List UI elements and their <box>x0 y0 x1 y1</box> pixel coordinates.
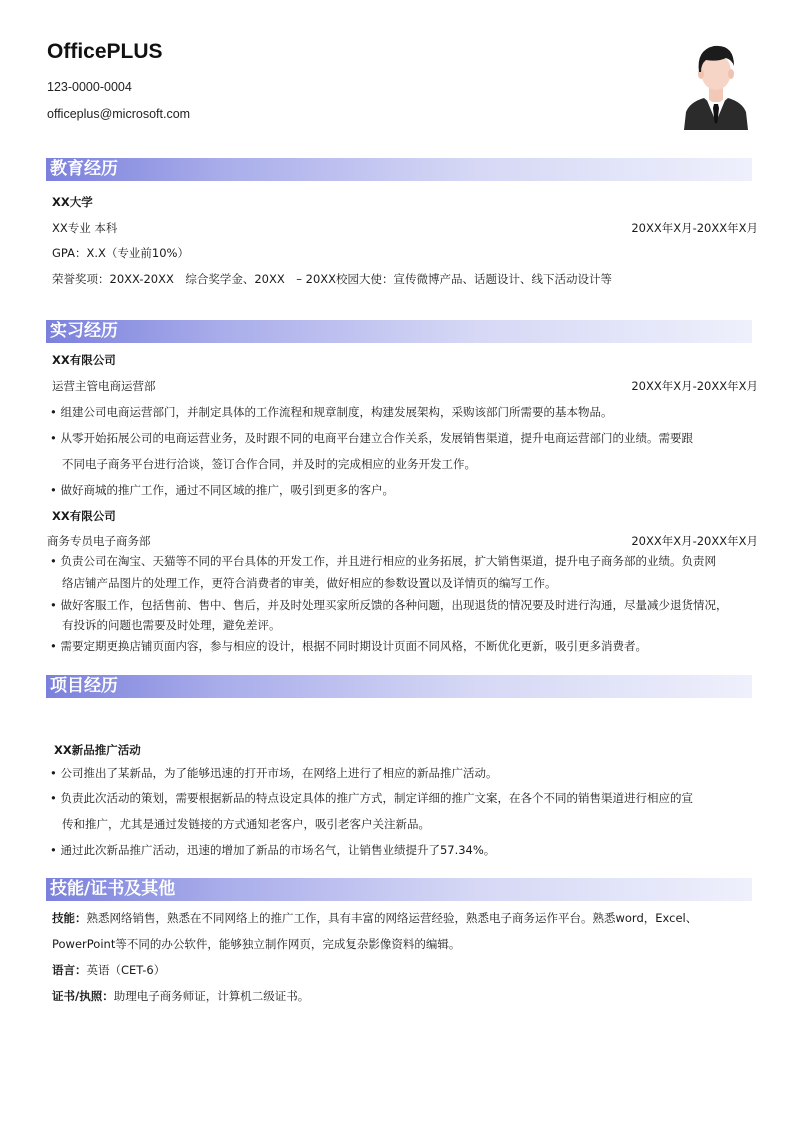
project-line: • 通过此次新品推广活动，迅速的增加了新品的市场名气，让销售业绩提升了57.34%。 <box>50 842 495 858</box>
section-title: 技能/证书及其他 <box>50 879 176 899</box>
phone-number: 123-0000-0004 <box>47 80 132 94</box>
honors: 荣誉奖项：20XX-20XX 综合奖学金、20XX – 20XX校园大使：宣传微博产品、话题设计、线下活动设计等 <box>52 272 613 286</box>
company-name: XX有限公司 <box>52 509 116 523</box>
job-dates: 20XX年X月-20XX年X月 <box>631 379 758 393</box>
major-degree: XX专业 本科 <box>52 221 118 235</box>
resume-name: OfficePLUS <box>47 40 163 63</box>
language-text: 英语（CET-6） <box>86 963 166 977</box>
certificate-line <box>52 988 309 1004</box>
school-name: XX大学 <box>52 195 93 209</box>
job-duty-line: 有投诉的问题也需要及时处理，避免差评。 <box>62 618 281 632</box>
skills-label: 技能： <box>52 911 87 925</box>
job-role: 商务专员电子商务部 <box>47 534 151 548</box>
skills-text: 熟悉网络销售，熟悉在不同网络上的推广工作，具有丰富的网络运营经验，熟悉电子商务运作平台。熟悉word，Excel、 <box>86 911 698 925</box>
skills-text-continued: PowerPoint等不同的办公软件，能够独立制作网页，完成复杂影像资料的编辑。 <box>52 937 461 951</box>
email-address: officeplus@microsoft.com <box>47 107 191 121</box>
job-dates: 20XX年X月-20XX年X月 <box>631 534 758 548</box>
project-line: • 负责此次活动的策划，需要根据新品的特点设定具体的推广方式，制定详细的推广文案，在各个不同的销售渠道进行相应的宣 <box>50 790 693 806</box>
job-duty-line: 不同电子商务平台进行洽谈，签订合作合同，并及时的完成相应的业务开发工作。 <box>62 457 476 471</box>
section-title: 教育经历 <box>50 159 118 179</box>
language-label: 语言： <box>52 963 87 977</box>
section-title: 实习经历 <box>50 321 118 341</box>
skills-line <box>52 910 697 926</box>
education-dates: 20XX年X月-20XX年X月 <box>631 221 758 235</box>
job-duty-line: • 需要定期更换店铺页面内容，参与相应的设计，根据不同时期设计页面不同风格，不断优化更新，吸引更多消费者。 <box>50 638 647 654</box>
job-duty-line: • 做好商城的推广工作，通过不同区域的推广，吸引到更多的客户。 <box>50 482 394 498</box>
section-header-skills <box>46 878 752 901</box>
section-title: 项目经历 <box>50 676 118 696</box>
section-header-projects <box>46 675 752 698</box>
certificate-label: 证书/执照： <box>52 989 114 1003</box>
job-duty-line: • 组建公司电商运营部门，并制定具体的工作流程和规章制度，构建发展架构，采购该部门所需要的基本物品。 <box>50 404 612 420</box>
project-line: 传和推广，尤其是通过发链接的方式通知老客户，吸引老客户关注新品。 <box>62 817 430 831</box>
job-duty-line: 络店铺产品图片的处理工作，更符合消费者的审美，做好相应的参数设置以及详情页的编写工作。 <box>62 576 557 590</box>
project-name: XX新品推广活动 <box>54 743 141 757</box>
person-avatar-icon <box>682 42 750 130</box>
section-header-internship <box>46 320 752 343</box>
certificate-text: 助理电子商务师证，计算机二级证书。 <box>113 989 310 1003</box>
gpa: GPA：X.X（专业前10%） <box>52 246 189 260</box>
job-role: 运营主管电商运营部 <box>52 379 156 393</box>
job-duty-line: • 做好客服工作，包括售前、售中、售后，并及时处理买家所反馈的各种问题，出现退货的情况要及时进行沟通，尽量减少退货情况， <box>50 597 727 613</box>
section-header-education <box>46 158 752 181</box>
company-name: XX有限公司 <box>52 353 116 367</box>
job-duty-line: • 从零开始拓展公司的电商运营业务，及时跟不同的电商平台建立合作关系，发展销售渠道，提升电商运营部门的业绩。需要跟 <box>50 430 693 446</box>
language-line <box>52 962 165 978</box>
project-line: • 公司推出了某新品，为了能够迅速的打开市场，在网络上进行了相应的新品推广活动。 <box>50 765 497 781</box>
job-duty-line: • 负责公司在淘宝、天猫等不同的平台具体的开发工作，并且进行相应的业务拓展，扩大销售渠道，提升电子商务部的业绩。负责网 <box>50 553 716 569</box>
